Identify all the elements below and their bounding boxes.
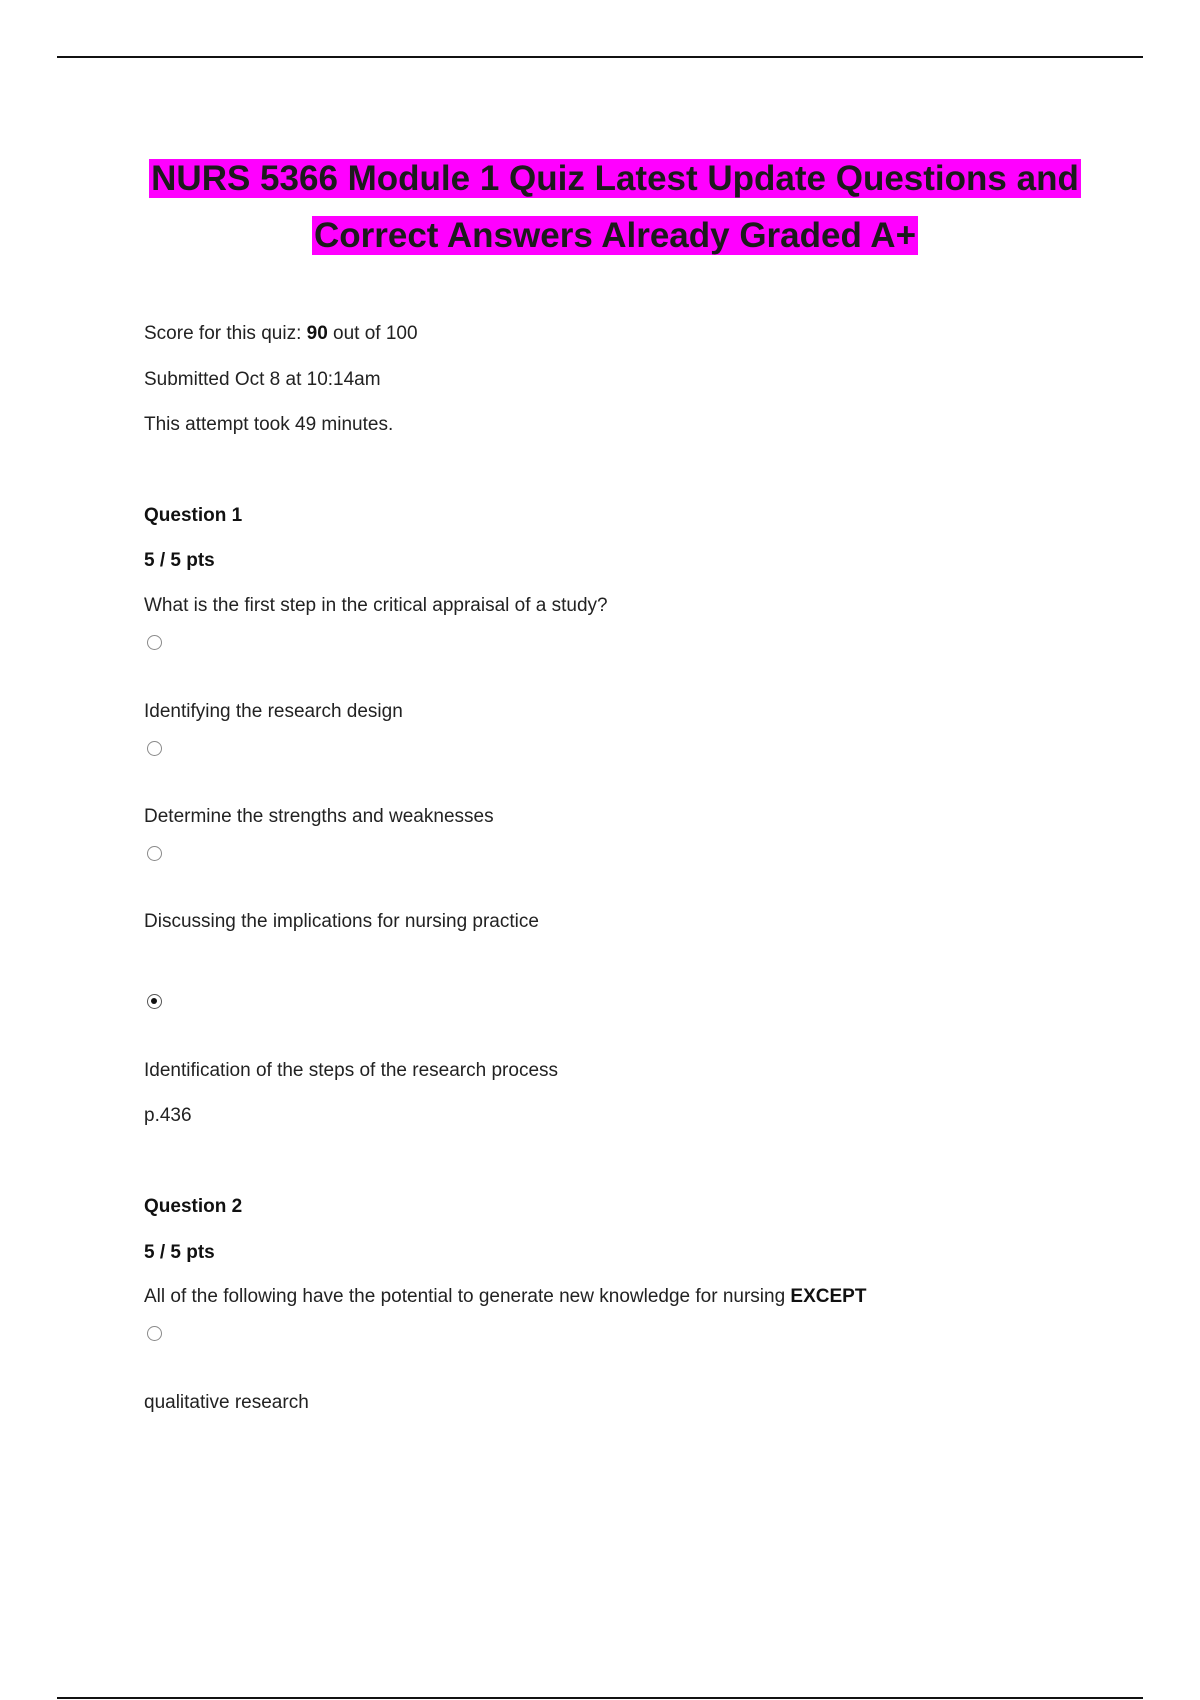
score-suffix: out of 100 (327, 323, 418, 344)
question-2-prompt-emphasis: EXCEPT (790, 1286, 867, 1307)
question-2-prompt (144, 1285, 866, 1309)
title-line-1: NURS 5366 Module 1 Quiz Latest Update Questions and (151, 159, 1079, 198)
duration-line: This attempt took 49 minutes. (144, 414, 394, 435)
q1-option-1-label: Identifying the research design (144, 701, 403, 722)
question-1-points: 5 / 5 pts (144, 550, 215, 571)
q1-option-4-label: Identification of the steps of the research process (144, 1060, 559, 1081)
q1-option-4-radio-selected[interactable] (147, 994, 162, 1009)
question-2-heading: Question 2 (144, 1196, 243, 1217)
question-1-prompt: What is the first step in the critical appraisal of a study? (144, 595, 608, 616)
bottom-rule (57, 1697, 1143, 1699)
top-rule (57, 56, 1143, 58)
q1-option-2-radio[interactable] (147, 741, 162, 756)
score-prefix: Score for this quiz: (144, 323, 307, 344)
q1-option-1-radio[interactable] (147, 635, 162, 650)
score-line (144, 322, 418, 346)
question-1-note: p.436 (144, 1105, 192, 1126)
question-2-points: 5 / 5 pts (144, 1242, 215, 1263)
q2-option-1-radio[interactable] (147, 1326, 162, 1341)
question-2-prompt-text: All of the following have the potential to generate new knowledge for nursing (144, 1286, 791, 1307)
q1-option-3-label: Discussing the implications for nursing practice (144, 911, 539, 932)
q1-option-3-radio[interactable] (147, 846, 162, 861)
submitted-line: Submitted Oct 8 at 10:14am (144, 369, 381, 390)
q1-option-2-label: Determine the strengths and weaknesses (144, 806, 494, 827)
title-line-2: Correct Answers Already Graded A+ (313, 216, 917, 255)
q2-option-1-label: qualitative research (144, 1392, 309, 1413)
score-value: 90 (306, 323, 328, 344)
question-1-heading: Question 1 (144, 505, 243, 526)
document-title (80, 150, 1150, 264)
